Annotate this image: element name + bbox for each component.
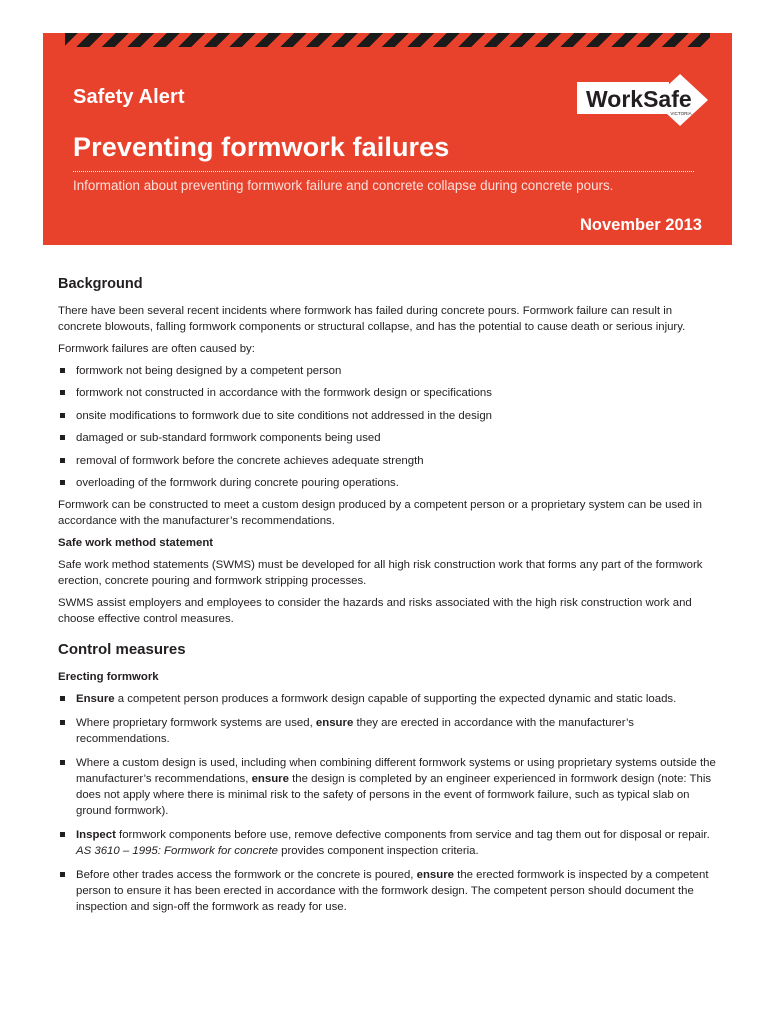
bullet xyxy=(60,720,65,725)
bullet xyxy=(60,435,65,440)
bullet xyxy=(60,760,65,765)
list-item: Where proprietary formwork systems are used, ensure they are erected in accordance with the manufacturer’s recommendations. xyxy=(58,715,718,747)
list-item: Where a custom design is used, including when combining different formwork systems or using proprietary systems outside the manufacturer’s recommendations, ensure the design is completed by an engineer experienced in formwork design (note: This does not apply where there is minimal risk to the safety of persons in the event of formwork failure, such as typical slab on ground formwork). xyxy=(58,755,718,819)
header-banner xyxy=(43,33,732,245)
causes-list xyxy=(58,363,718,491)
document-body xyxy=(58,275,718,923)
bullet xyxy=(60,390,65,395)
bullet xyxy=(60,368,65,373)
swms-paragraph-1: Safe work method statements (SWMS) must be developed for all high risk construction work that forms any part of the formwork erection, concrete pouring and formwork stripping processes. xyxy=(58,559,703,588)
worksafe-logo xyxy=(577,71,713,129)
bullet xyxy=(60,458,65,463)
list-item: formwork not being designed by a competent person xyxy=(58,363,718,379)
bullet xyxy=(60,832,65,837)
swms-heading: Safe work method statement xyxy=(58,537,214,550)
list-item: overloading of the formwork during concrete pouring operations. xyxy=(58,475,718,491)
background-paragraph: There have been several recent incidents where formwork has failed during concrete pours. Formwork failure can result in concrete blowouts, falling formwork components or structural collapse, and has the potential to cause death or serious injury. xyxy=(58,305,686,333)
list-item: Ensure a competent person produces a formwork design capable of supporting the expected dynamic and static loads. xyxy=(58,691,718,707)
alert-kicker: Safety Alert xyxy=(73,86,185,108)
bullet xyxy=(60,480,65,485)
logo-subtext: VICTORIA xyxy=(670,111,692,116)
page-title: Preventing formwork failures xyxy=(73,132,450,162)
list-item: onsite modifications to formwork due to site conditions not addressed in the design xyxy=(58,408,718,424)
list-item: Before other trades access the formwork or the concrete is poured, ensure the erected formwork is inspected by a competent person to ensure it has been erected in accordance with the formwork design. The competent person should document the inspection and sign-off the formwork as ready for use. xyxy=(58,867,718,915)
divider xyxy=(73,171,694,172)
control-heading: Control measures xyxy=(58,641,186,659)
page-subtitle: Information about preventing formwork failure and concrete collapse during concrete pours. xyxy=(73,178,614,193)
bullet xyxy=(60,413,65,418)
control-list xyxy=(58,691,718,915)
formwork-paragraph: Formwork can be constructed to meet a custom design produced by a competent person or a proprietary system can be used in accordance with the manufacturer’s recommendations. xyxy=(58,499,702,528)
list-item: damaged or sub-standard formwork components being used xyxy=(58,430,718,446)
list-item: removal of formwork before the concrete achieves adequate strength xyxy=(58,453,718,469)
swms-paragraph-2: SWMS assist employers and employees to consider the hazards and risks associated with the high risk construction work and choose effective control measures. xyxy=(58,597,692,626)
list-item: formwork not constructed in accordance with the formwork design or specifications xyxy=(58,385,718,401)
erecting-subheading: Erecting formwork xyxy=(58,671,159,684)
bullet xyxy=(60,696,65,701)
list-item: Inspect formwork components before use, remove defective components from service and tag them out for disposal or repair. AS 3610 – 1995: Formwork for concrete provides component inspection criteria. xyxy=(58,827,718,859)
bullet xyxy=(60,872,65,877)
publication-date: November 2013 xyxy=(580,216,702,234)
background-heading: Background xyxy=(58,276,143,292)
causes-intro: Formwork failures are often caused by: xyxy=(58,343,255,355)
logo-wordmark: WorkSafe xyxy=(586,86,692,112)
hazard-stripe xyxy=(65,33,710,47)
